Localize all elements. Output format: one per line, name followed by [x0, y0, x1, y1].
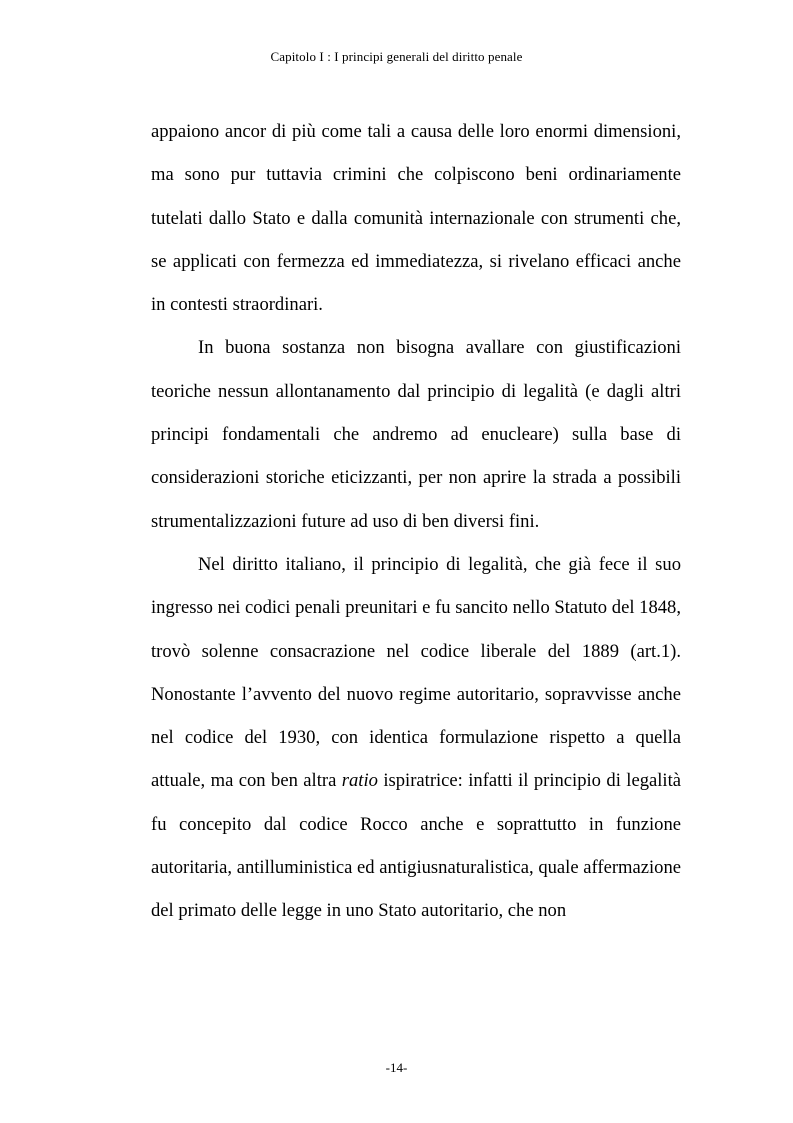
paragraph-2: In buona sostanza non bisogna avallare con giustificazioni teoriche nessun allontanamento dal principio di legalità (e dagli altri principi fondamentali che andremo ad enucleare) sulla base di considerazioni storiche eticizzanti, per non aprire la strada a possibili strumentalizzazioni future ad uso di ben diversi fini. — [151, 337, 681, 532]
page-number: -14- — [385, 1060, 408, 1075]
paragraph-3 — [151, 543, 681, 933]
paragraph-1: appaiono ancor di più come tali a causa delle loro enormi dimensioni, ma sono pur tuttavia crimini che colpiscono beni ordinariamente tutelati dallo Stato e dalla comunità internazionale con strumenti che, se applicati con fermezza ed immediatezza, si rivelano efficaci anche in contesti straordinari. — [151, 121, 681, 316]
paragraph-3-part-2: ispiratrice: infatti il principio di legalità fu concepito dal codice Rocco anche e soprattutto in funzione autoritaria, antilluministica ed antigiusnaturalistica, quale affermazione del primato delle legge in uno Stato autoritario, che non — [151, 770, 681, 922]
ratio-italic: ratio — [341, 770, 378, 792]
body-text — [151, 110, 681, 933]
paragraph-3-part-1: Nel diritto italiano, il principio di legalità, che già fece il suo ingresso nei codici penali preunitari e fu sancito nello Statuto del 1848, trovò solenne consacrazione nel codice liberale del 1889 (art.1). Nonostante l’avvento del nuovo regime autoritario, sopravvisse anche nel codice del 1930, con identica formulazione rispetto a quella attuale, ma con ben altra — [151, 553, 681, 792]
running-header: Capitolo I : I principi generali del diritto penale — [270, 49, 523, 64]
